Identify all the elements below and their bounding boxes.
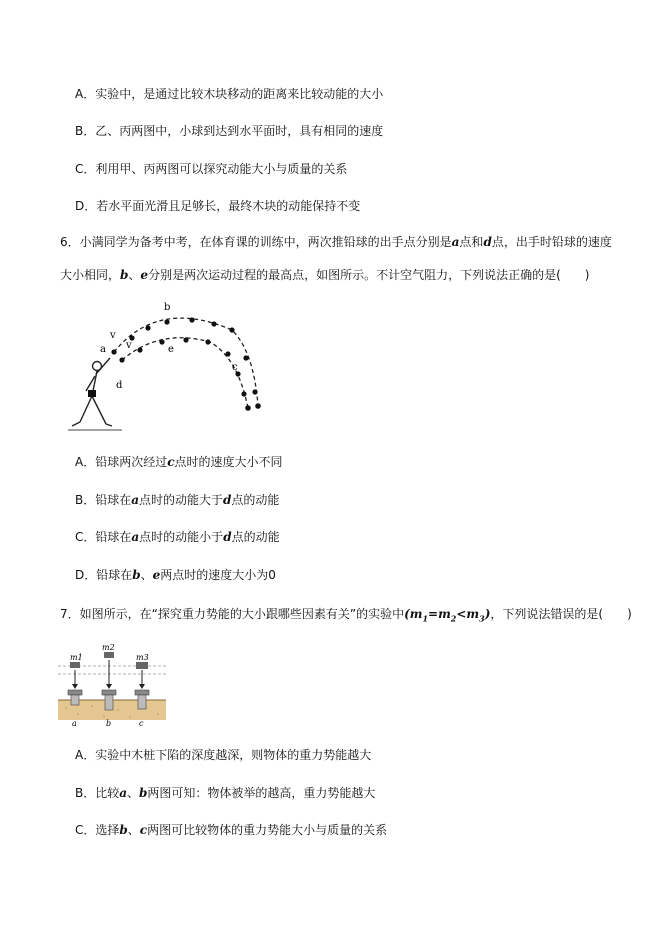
q6-option-d: D．铅球在b、e两点时的速度大小为0 <box>75 568 276 582</box>
label-m3: m3 <box>136 653 149 662</box>
q5-option-c: C．利用甲、丙两图可以探究动能大小与质量的关系 <box>75 162 348 176</box>
q6-stem: 6．小满同学为备考中考，在体育课的训练中，两次推铅球的出手点分别是a点和d点，出手时铅球的速度 大小相同，b、e分别是两次运动过程的最高点，如图所示。不计空气阻力，下列说法正确的是( ) <box>60 235 612 282</box>
q6-option-c: C．铅球在a点时的动能小于d点的动能 <box>75 530 280 544</box>
label-v2: v <box>126 340 132 351</box>
q5-option-a: A．实验中，是通过比较木块移动的距离来比较动能的大小 <box>75 87 384 101</box>
q5-option-d: D．若水平面光滑且足够长，最终木块的动能保持不变 <box>75 199 361 213</box>
label-m2: m2 <box>102 644 115 652</box>
label-d: d <box>116 380 123 391</box>
label-v1: v <box>110 330 116 341</box>
label-c: c <box>232 362 238 373</box>
label-fig-a: a <box>72 719 77 726</box>
q7-stem: 7．如图所示，在“探究重力势能的大小跟哪些因素有关”的实验中$(m_1=m_2<m_3)$，下列说法错误的是( ) <box>60 607 632 624</box>
label-fig-c: c <box>139 719 144 726</box>
q7-option-b: B．比较a、b两图可知：物体被举的越高，重力势能越大 <box>75 786 376 800</box>
label-m1: m1 <box>70 653 83 662</box>
q6-option-b: B．铅球在a点时的动能大于d点的动能 <box>75 493 280 507</box>
q6-option-a: A．铅球两次经过c点时的速度大小不同 <box>75 455 283 469</box>
label-b: b <box>164 302 171 313</box>
q7-option-c: C．选择b、c两图可比较物体的重力势能大小与质量的关系 <box>75 823 388 837</box>
stake-figure <box>58 644 166 726</box>
shot-put-figure <box>62 296 272 442</box>
label-a: a <box>100 344 106 355</box>
q7-option-a: A．实验中木桩下陷的深度越深，则物体的重力势能越大 <box>75 748 372 762</box>
q5-option-b: B．乙、丙两图中，小球到达到水平面时，具有相同的速度 <box>75 124 384 138</box>
label-e: e <box>168 344 174 355</box>
label-fig-b: b <box>106 719 112 726</box>
